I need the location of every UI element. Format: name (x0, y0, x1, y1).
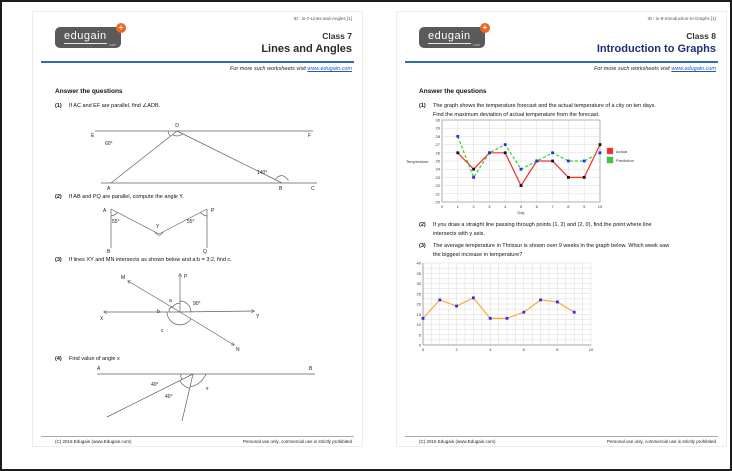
edugain-logo (419, 23, 488, 48)
svg-text:8: 8 (567, 204, 570, 209)
svg-text:Actual: Actual (616, 149, 628, 154)
svg-text:3: 3 (488, 204, 491, 209)
svg-text:5: 5 (418, 332, 421, 338)
section-heading: Answer the questions (55, 88, 123, 95)
svg-text:40: 40 (416, 260, 421, 266)
fig3-angle-90: 90° (193, 301, 201, 307)
svg-text:27: 27 (435, 142, 440, 148)
fig1-label-a: A (107, 186, 111, 190)
fig2-label-b: B (107, 249, 111, 254)
svg-text:Day: Day (517, 210, 525, 215)
temperature-forecast-chart (405, 114, 645, 221)
fig1-angle-140: 140° (257, 170, 268, 176)
footer-copyright: (C) 2016 Edugain (www.Edugain.com) (419, 439, 496, 444)
svg-text:4: 4 (489, 347, 492, 352)
svg-text:0: 0 (418, 342, 421, 348)
svg-text:25: 25 (435, 158, 440, 164)
fig3-label-x: X (100, 316, 104, 322)
svg-text:9: 9 (583, 204, 586, 209)
question-1: (1) If AC and EF are parallel, find ∠ADB. (55, 103, 161, 109)
question-1: (1) The graph shows the temperature forecast and the actual temperature of a city on ten days. Find the maximum deviation of actual temperature from the forecast. (419, 103, 656, 118)
fig3-label-n: N (236, 347, 240, 352)
svg-text:15: 15 (416, 311, 421, 317)
worksheet-page-class8 (396, 11, 727, 447)
fig2-angle-right: 55° (187, 219, 195, 225)
thrissur-temperature-chart (405, 259, 635, 360)
svg-text:25: 25 (416, 291, 421, 297)
fig3-label-angle-c: c (161, 328, 164, 334)
svg-text:2: 2 (472, 204, 475, 209)
figure-intersecting-lines (88, 264, 263, 357)
svg-text:23: 23 (435, 174, 440, 180)
edugain-logo-dotcom: .com (472, 43, 480, 47)
question-3: (3) If lines XY and MN intersects as shown below and a:b = 3:2, find c. (55, 257, 232, 263)
fig1-label-f: F (308, 133, 312, 139)
section-heading: Answer the questions (419, 88, 487, 95)
class-label: Class 8 (686, 31, 716, 41)
svg-text:4: 4 (504, 204, 507, 209)
fig2-label-q: Q (203, 249, 207, 254)
question-3: (3) The average temperature in Thrissur is shown over 9 weeks in the graph below. Which week saw the biggest increase in temperature? (419, 243, 670, 258)
svg-text:10: 10 (416, 322, 421, 327)
promo-line: For more such worksheets visit www.edugain.com (230, 66, 352, 72)
edugain-logo-dotcom: .com (108, 43, 116, 47)
plus-badge-icon: + (116, 23, 126, 33)
edugain-logo-text: edugain (64, 30, 107, 42)
fig4-label-a: A (97, 366, 101, 372)
svg-text:28: 28 (435, 133, 440, 139)
svg-text:10: 10 (588, 347, 594, 352)
svg-text:21: 21 (435, 191, 440, 197)
promo-line: For more such worksheets visit www.edugain.com (594, 66, 716, 72)
footer-usage-note: Personal use only, commercial use is strictly prohibited (607, 439, 716, 444)
footer-usage-note: Personal use only, commercial use is strictly prohibited (243, 439, 352, 444)
svg-text:35: 35 (416, 270, 421, 276)
svg-text:8: 8 (556, 347, 559, 352)
svg-text:5: 5 (519, 204, 523, 209)
fig2-label-a: A (103, 208, 107, 214)
edugain-link[interactable]: www.edugain.com (671, 66, 716, 72)
fig3-label-y: Y (256, 314, 260, 320)
question-2: (2) If you draw a straight line passing through points (1, 2) and (2, 0), find the point where line intersects with y axis. (419, 222, 652, 237)
svg-text:Prediction: Prediction (616, 158, 634, 163)
worksheet-page-class7 (32, 11, 363, 447)
header-rule (405, 61, 718, 63)
fig1-label-e: E (91, 133, 95, 139)
fig1-label-b: B (279, 186, 283, 190)
figure-parallel-lines-adb (85, 116, 325, 195)
svg-text:Temperature: Temperature (406, 159, 429, 164)
svg-text:29: 29 (435, 125, 440, 131)
fig4-angle-40a: 40° (151, 382, 159, 388)
fig2-label-p: P (211, 208, 215, 214)
svg-text:0: 0 (440, 204, 444, 209)
svg-text:24: 24 (435, 166, 440, 172)
svg-text:2: 2 (455, 347, 458, 352)
svg-text:20: 20 (416, 301, 421, 307)
svg-text:10: 10 (597, 204, 603, 209)
figure-parallel-ab-pq (95, 202, 235, 259)
fig1-angle-60: 60° (105, 141, 113, 147)
fig3-label-p: P (184, 274, 188, 280)
class-label: Class 7 (322, 31, 352, 41)
edugain-logo (55, 23, 124, 48)
svg-text:0: 0 (421, 347, 425, 352)
figure-angle-x (85, 361, 325, 428)
fig4-label-b: B (309, 366, 313, 372)
page-title: Lines and Angles (261, 43, 352, 55)
edugain-link[interactable]: www.edugain.com (307, 66, 352, 72)
svg-text:7: 7 (551, 204, 554, 209)
footer-copyright: (C) 2016 Edugain (www.Edugain.com) (55, 439, 132, 444)
fig3-label-angle-a: a (169, 298, 172, 304)
footer-divider (405, 436, 718, 437)
worksheet-id: ID : in-8-Introduction-to-Graphs [1] (647, 16, 716, 21)
fig3-label-m: M (121, 275, 126, 281)
fig4-label-x: x (206, 386, 209, 392)
page-title: Introduction to Graphs (596, 43, 716, 55)
worksheet-id: ID : in-7-Lines-and-Angles [1] (293, 16, 352, 21)
svg-text:6: 6 (522, 347, 525, 352)
svg-text:26: 26 (435, 150, 440, 156)
fig2-label-y: Y (156, 224, 160, 230)
fig1-label-d: D (175, 123, 179, 129)
svg-text:22: 22 (435, 183, 440, 189)
svg-text:1: 1 (456, 204, 459, 209)
fig3-label-angle-b: b (157, 309, 160, 315)
header-rule (41, 61, 354, 63)
question-4: (4) Find value of angle x (55, 356, 120, 362)
fig4-angle-40b: 40° (165, 394, 173, 400)
svg-text:20: 20 (435, 199, 440, 205)
plus-badge-icon: + (480, 23, 490, 33)
fig1-label-c: C (311, 186, 315, 190)
svg-text:30: 30 (416, 281, 421, 286)
fig2-angle-left: 55° (112, 219, 120, 225)
footer-divider (41, 436, 354, 437)
svg-text:30: 30 (435, 117, 440, 123)
svg-text:6: 6 (535, 204, 538, 209)
question-2: (2) If AB and PQ are parallel, compute the angle Y. (55, 194, 184, 200)
edugain-logo-text: edugain (428, 30, 471, 42)
